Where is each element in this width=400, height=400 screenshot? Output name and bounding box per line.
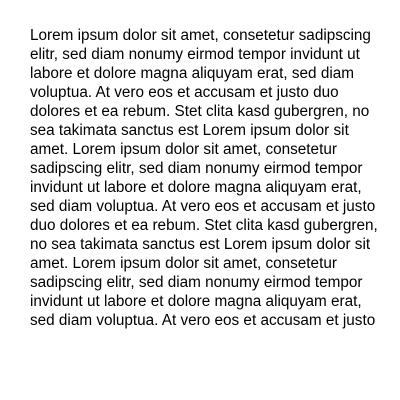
- text-line: sea takimata sanctus est Lorem ipsum dolor sit: [30, 122, 349, 139]
- text-line: dolores et ea rebum. Stet clita kasd gubergren, no: [30, 103, 370, 120]
- text-line: duo dolores et ea rebum. Stet clita kasd gubergren,: [30, 217, 378, 234]
- text-line: sed diam voluptua. At vero eos et accusam et justo: [30, 312, 376, 329]
- text-line: invidunt ut labore et dolore magna aliquyam erat,: [30, 179, 362, 196]
- text-line: amet. Lorem ipsum dolor sit amet, consetetur: [30, 141, 337, 158]
- text-line: sadipscing elitr, sed diam nonumy eirmod tempor: [30, 160, 363, 177]
- text-line: sadipscing elitr, sed diam nonumy eirmod tempor: [30, 274, 363, 291]
- text-line: no sea takimata sanctus est Lorem ipsum dolor sit: [30, 236, 371, 253]
- text-line: amet. Lorem ipsum dolor sit amet, consetetur: [30, 255, 337, 272]
- text-line: labore et dolore magna aliquyam erat, sed diam: [30, 65, 354, 82]
- text-line: voluptua. At vero eos et accusam et justo duo: [30, 84, 339, 101]
- text-line: sed diam voluptua. At vero eos et accusam et justo: [30, 198, 376, 215]
- body-paragraph: [30, 26, 400, 330]
- text-line: Lorem ipsum dolor sit amet, consetetur sadipscing: [30, 27, 371, 44]
- text-line: invidunt ut labore et dolore magna aliquyam erat,: [30, 293, 362, 310]
- text-line: elitr, sed diam nonumy eirmod tempor invidunt ut: [30, 46, 360, 63]
